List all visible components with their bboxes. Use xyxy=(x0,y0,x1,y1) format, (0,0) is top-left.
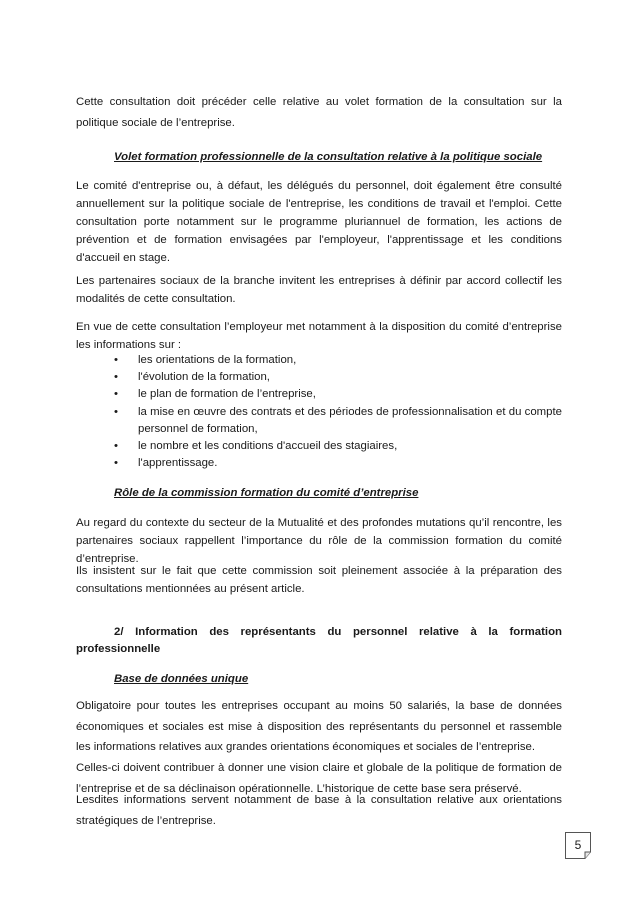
bullet-text: les orientations de la formation, xyxy=(138,354,297,366)
paragraph-regard: Au regard du contexte du secteur de la Mutualité et des profondes mutations qu’il rencontre, les partenaires sociaux rappellent l’importance du rôle de la commission formation du comité d’entreprise. xyxy=(76,517,562,565)
heading-volet-formation: Volet formation professionnelle de la consultation relative à la politique sociale xyxy=(114,151,543,163)
page-number-box xyxy=(565,832,595,859)
paragraph-partenaires: Les partenaires sociaux de la branche invitent les entreprises à définir par accord collectif les modalités de cette consultation. xyxy=(76,275,562,305)
heading-base-donnees: Base de données unique xyxy=(114,673,249,685)
bullet-text: l'évolution de la formation, xyxy=(138,371,270,384)
bullet-icon: • xyxy=(114,457,118,470)
bullet-text: la mise en œuvre des contrats et des périodes de professionnalisation et du compte personnel de formation, xyxy=(138,405,562,435)
bullet-icon: • xyxy=(114,354,118,366)
bullet-item xyxy=(114,438,562,455)
bullet-icon: • xyxy=(114,440,118,453)
informations-list xyxy=(76,352,562,472)
paragraph-lesdites: Lesdites informations servent notamment de base à la consultation relative aux orientations stratégiques de l’entreprise. xyxy=(76,794,562,827)
bullet-text: l'apprentissage. xyxy=(138,457,218,470)
page-number: 5 xyxy=(574,838,582,852)
bullet-icon: • xyxy=(114,371,118,384)
paragraph-celles-ci: Celles-ci doivent contribuer à donner une vision claire et globale de la politique de formation de l’entreprise et de sa déclinaison opérationnelle. L’historique de cette base sera préservé. xyxy=(76,762,562,795)
bullet-text: le plan de formation de l’entreprise, xyxy=(138,388,316,401)
heading-role-commission: Rôle de la commission formation du comité d’entreprise xyxy=(114,487,419,499)
bullet-text: le nombre et les conditions d'accueil des stagiaires, xyxy=(138,440,398,453)
section-title-information xyxy=(76,624,562,658)
bullet-icon: • xyxy=(114,405,118,418)
paragraph-obligatoire: Obligatoire pour toutes les entreprises occupant au moins 50 salariés, la base de données économiques et sociales est mise à disposition des représentants du personnel et rassemble les informations relatives aux grandes orientations économiques et sociales de l’entreprise. xyxy=(76,700,562,754)
intro-paragraph: Cette consultation doit précéder celle relative au volet formation de la consultation sur la politique sociale de l’entreprise. xyxy=(76,96,562,129)
paragraph-consultation: En vue de cette consultation l’employeur met notamment à la disposition du comité d’entreprise les informations sur : xyxy=(76,321,562,351)
paragraph-comite: Le comité d'entreprise ou, à défaut, les délégués du personnel, doit également être consulté annuellement sur la politique sociale de l'entreprise, les conditions de travail et l'emploi. Cette consultation porte notamment sur le programme pluriannuel de formation, les actions de prévention et de formation envisagées par l'employeur, l'apprentissage et les conditions d'accueil en stage. xyxy=(76,180,562,264)
paragraph-insistent: Ils insistent sur le fait que cette commission soit pleinement associée à la préparation des consultations mentionnées au présent article. xyxy=(76,565,562,595)
section-title-text: 2/ Information des représentants du personnel relative à la formation professionnelle xyxy=(76,626,562,655)
bullet-item xyxy=(114,404,562,438)
bullet-item xyxy=(114,352,562,369)
bullet-icon: • xyxy=(114,388,118,401)
bullet-item xyxy=(114,369,562,386)
bullet-item xyxy=(114,455,562,472)
bullet-item xyxy=(114,386,562,403)
